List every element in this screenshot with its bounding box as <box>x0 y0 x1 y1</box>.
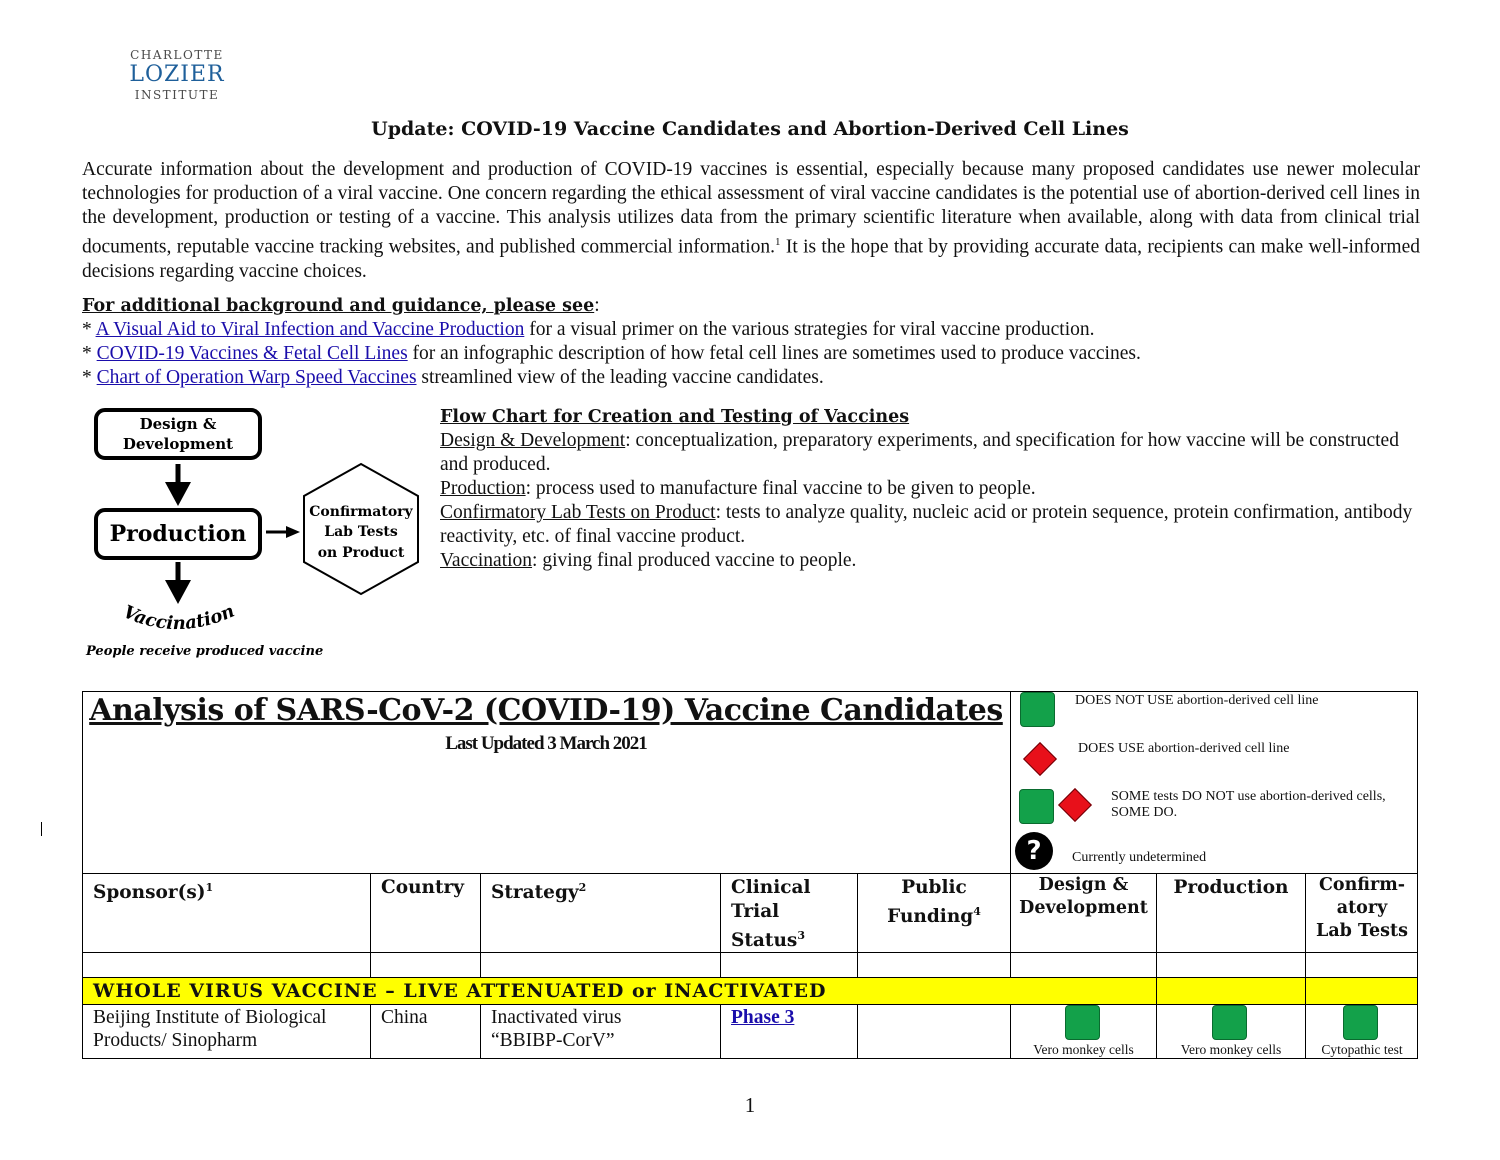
bullet: * <box>82 343 97 364</box>
question-mark-icon: ? <box>1015 832 1053 870</box>
intro-text2: It is the hope that by providing accurate data, recipients can make well-informed decisions regarding vaccine choices. <box>82 236 1420 282</box>
background-item <box>82 366 1382 390</box>
flow-term: Vaccination <box>440 550 533 571</box>
table-divider <box>1156 873 1157 1059</box>
flow-item <box>440 549 1420 573</box>
confirm-label-1: Confirmatory <box>309 504 413 520</box>
vaccination-label: Vaccination <box>120 600 238 635</box>
flow-term: Production <box>440 478 526 499</box>
arrow-right-icon <box>286 526 300 538</box>
visual-aid-link[interactable]: A Visual Aid to Viral Infection and Vaccine Production <box>95 319 525 340</box>
flow-term: Confirmatory Lab Tests on Product <box>440 502 716 523</box>
background-item <box>82 318 1382 342</box>
link-description: for an infographic description of how fetal cell lines are sometimes used to produce vaccines. <box>407 343 1141 364</box>
header-country: Country <box>381 877 465 898</box>
table-divider <box>720 1004 721 1059</box>
arrow-down-icon <box>165 580 191 604</box>
green-square-icon <box>1343 1005 1378 1040</box>
header-production: Production <box>1173 877 1289 898</box>
header-public-funding: Public Funding$^4$ <box>887 877 981 928</box>
confirm-label-3: on Product <box>317 545 405 561</box>
legend-some: SOME tests DO NOT use abortion-derived cells, SOME DO. <box>1111 789 1386 820</box>
table-title: Analysis of SARS-CoV-2 (COVID-19) Vaccine Candidates <box>89 693 1003 728</box>
green-square-icon <box>1065 1005 1100 1040</box>
table-divider <box>480 1004 481 1059</box>
bullet: * <box>82 319 96 340</box>
legend-undetermined: Currently undetermined <box>1072 850 1207 865</box>
page-title: Update: COVID-19 Vaccine Candidates and Abortion-Derived Cell Lines <box>371 118 1129 140</box>
flow-desc: : conceptualization, preparatory experiments, and specification for how vaccine will be constructed and produced. <box>440 430 1399 475</box>
section-header: WHOLE VIRUS VACCINE – LIVE ATTENUATED or INACTIVATED <box>93 980 827 1002</box>
intro-text: Accurate information about the development and production of COVID-19 vaccines is essential, especially because many proposed candidates use newer molecular technologies for production of a viral vaccine. One concern regarding the ethical assessment of viral vaccine candidates is the potential use of abortion-derived cell lines in the development, production or testing of a vaccine. This analysis utilizes data from the primary scientific literature when available, along with data from clinical trial documents, reputable vaccine tracking websites, and published commercial information. <box>82 159 1420 258</box>
green-square-icon <box>1019 789 1054 824</box>
flow-desc: : tests to analyze quality, nucleic acid or protein sequence, protein confirmation, antibody reactivity, etc. of final vaccine product. <box>440 502 1413 547</box>
flow-item <box>440 501 1420 549</box>
flow-chart-description <box>440 405 1420 573</box>
flow-item <box>440 429 1420 477</box>
fetal-cell-lines-link[interactable]: COVID-19 Vaccines & Fetal Cell Lines <box>96 343 408 364</box>
confirmatory-caption: Cytopathic test <box>1321 1042 1403 1057</box>
design-label-2: Development <box>122 435 234 453</box>
flow-chart-diagram <box>82 402 422 664</box>
link-description: streamlined view of the leading vaccine candidates. <box>416 367 824 388</box>
logo <box>127 48 227 102</box>
cell-clinical-status <box>731 1006 794 1029</box>
flow-desc: : process used to manufacture final vaccine to be given to people. <box>525 478 1036 499</box>
arrow-down-icon <box>165 482 191 506</box>
table-divider <box>370 1004 371 1059</box>
background-heading: For additional background and guidance, please see <box>82 296 595 316</box>
text-cursor <box>41 822 42 836</box>
page-number: 1 <box>744 1093 756 1117</box>
green-square-icon <box>1212 1005 1247 1040</box>
background-colon: : <box>594 295 600 316</box>
vaccination-caption: People receive produced vaccine <box>86 644 324 659</box>
legend-no: DOES NOT USE abortion-derived cell line <box>1075 693 1319 708</box>
link-description: for a visual primer on the various strategies for viral vaccine production. <box>524 319 1095 340</box>
header-design: Design & Development <box>1019 875 1148 918</box>
table-divider <box>720 873 721 978</box>
flow-chart-heading: Flow Chart for Creation and Testing of Vaccines <box>440 407 910 427</box>
production-label: Production <box>109 521 247 547</box>
header-clinical-status: Clinical Trial Status$^3$ <box>731 877 811 952</box>
warp-speed-chart-link[interactable]: Chart of Operation Warp Speed Vaccines <box>96 367 417 388</box>
flow-desc: : giving final produced vaccine to people. <box>532 550 857 571</box>
cell-strategy: Inactivated virus “BBIBP-CorV” <box>491 1007 622 1051</box>
table-divider <box>82 873 1418 874</box>
header-strategy: Strategy$^2$ <box>491 881 587 904</box>
logo-line1: CHARLOTTE <box>130 48 224 62</box>
flow-item <box>440 477 1420 501</box>
last-updated: Last Updated 3 March 2021 <box>445 733 647 754</box>
confirm-label-2: Lab Tests <box>324 524 398 540</box>
intro-paragraph <box>82 158 1420 284</box>
logo-line3: INSTITUTE <box>134 88 220 102</box>
bullet: * <box>82 367 97 388</box>
background-item <box>82 342 1382 366</box>
legend-yes: DOES USE abortion-derived cell line <box>1078 741 1290 756</box>
header-sponsor: $Sponsor(s)^1$ <box>93 881 214 904</box>
phase-link[interactable]: Phase 3 <box>731 1007 795 1028</box>
flow-term: Design & Development <box>440 430 626 451</box>
design-label-1: Design & <box>139 415 217 433</box>
cell-country: China <box>381 1007 428 1028</box>
table-divider <box>480 873 481 978</box>
table-divider <box>857 1004 858 1059</box>
intro-footnote: 1 <box>775 236 781 248</box>
green-square-icon <box>1020 692 1055 727</box>
production-caption: Vero monkey cells <box>1180 1042 1282 1057</box>
logo-line2: LOZIER <box>129 62 225 87</box>
background-section <box>82 294 1382 390</box>
design-caption: Vero monkey cells <box>1033 1042 1134 1057</box>
table-divider <box>370 873 371 978</box>
cell-sponsor: Beijing Institute of Biological Products/ Sinopharm <box>93 1007 327 1051</box>
header-confirmatory: Confirm- atory Lab Tests <box>1316 875 1408 941</box>
